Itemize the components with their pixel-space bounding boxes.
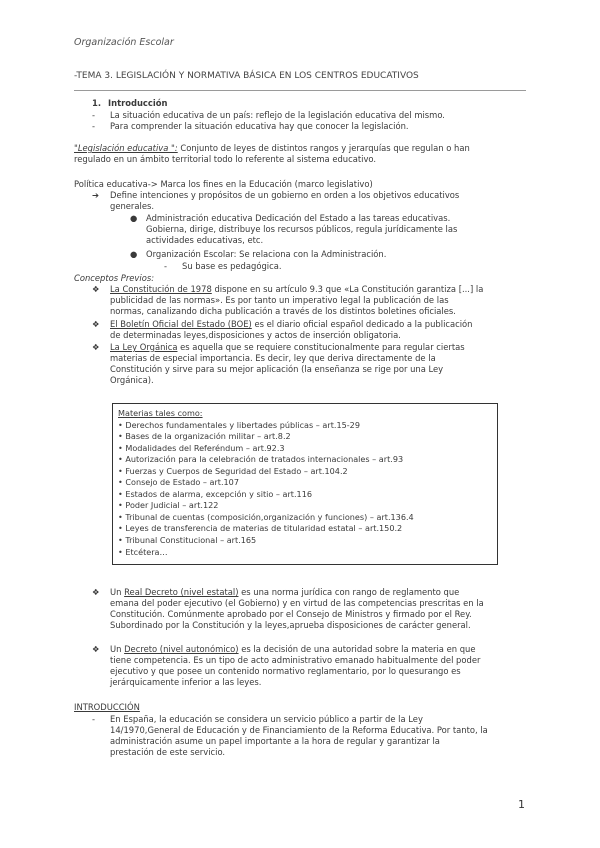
- diamond-bullet-icon: ❖: [92, 284, 100, 294]
- concepto-line: de determinadas leyes,disposiciones y actos de inserción obligatoria.: [110, 330, 401, 340]
- dash-marker: -: [92, 121, 96, 131]
- materia-item: • Derechos fundamentales y libertades públicas – art.15-29: [118, 419, 360, 430]
- intro-item: Para comprender la situación educativa hay que conocer la legislación.: [110, 121, 409, 131]
- decreto-item: [110, 587, 459, 598]
- page-number: 1: [518, 798, 525, 811]
- concepto-line: materias de especial importancia. Es decir, ley que deriva directamente de la: [110, 353, 436, 363]
- concepto-link[interactable]: El Boletín Oficial del Estado (BOE): [110, 319, 252, 329]
- concepto-text: es aquella que se requiere constitucionalmente para regular ciertas: [177, 342, 465, 352]
- concepto-text: es el diario oficial español dedicado a la publicación: [251, 319, 473, 329]
- concepto-line: normas, canalizando dicha publicación a través de los distintos boletines oficiales.: [110, 306, 456, 316]
- decreto-text: es la decisión de una autoridad sobre la materia en que: [238, 644, 476, 654]
- materia-item: • Leyes de transferencia de materias de titularidad estatal – art.150.2: [118, 523, 403, 534]
- introduccion-line: administración asume un papel importante a la hora de regular y garantizar la: [110, 736, 440, 746]
- materias-heading: Materias tales como:: [118, 408, 203, 418]
- concepto-line: Constitución y sirve para su mejor aplicación (la enseñanza se rige por una Ley: [110, 364, 444, 374]
- decreto-prefix: Un: [110, 587, 125, 597]
- definition-term: "Legislación educativa ":: [74, 143, 178, 153]
- title-divider: [74, 90, 526, 91]
- diamond-bullet-icon: ❖: [92, 587, 100, 597]
- materia-item: • Autorización para la celebración de tratados internacionales – art.93: [118, 454, 404, 465]
- materia-item: • Poder Judicial – art.122: [118, 500, 219, 511]
- decreto-prefix: Un: [110, 644, 125, 654]
- politica-line: Política educativa-> Marca los fines en la Educación (marco legislativo): [74, 179, 373, 189]
- bullet-icon: ●: [130, 249, 138, 259]
- materia-item: • Estados de alarma, excepción y sitio – art.116: [118, 488, 313, 499]
- decreto-line: jerárquicamente inferior a las leyes.: [110, 677, 262, 687]
- bullet-icon: ●: [130, 213, 138, 223]
- materia-item: • Consejo de Estado – art.107: [118, 477, 239, 488]
- sub-item-line: actividades educativas, etc.: [146, 235, 264, 245]
- decreto-line: Subordinado por la Constitución y la leyes,aprueba disposiciones de carácter general.: [110, 620, 471, 630]
- definition-line: regulado en un ámbito territorial todo lo referente al sistema educativo.: [74, 154, 377, 164]
- decreto-link[interactable]: Decreto (nivel autonómico): [124, 644, 239, 654]
- dash-marker: -: [92, 110, 96, 120]
- dash-marker: -: [164, 261, 168, 271]
- decreto-line: emana del poder ejecutivo (el Gobierno) y en virtud de las competencias prescritas en la: [110, 598, 484, 608]
- concepto-link[interactable]: La Ley Orgánica: [110, 342, 178, 352]
- intro-number: 1.: [92, 98, 102, 108]
- decreto-line: Constitución. Comúnmente aprobado por el Consejo de Ministros y firmado por el Rey.: [110, 609, 472, 619]
- decreto-line: ejecutivo y que posee un contenido normativo reglamentario, por lo quesurango es: [110, 666, 461, 676]
- document-title: -TEMA 3. LEGISLACIÓN Y NORMATIVA BÁSICA EN LOS CENTROS EDUCATIVOS: [74, 71, 419, 81]
- intro-heading: Introducción: [108, 98, 168, 108]
- intro-item: La situación educativa de un país: reflejo de la legislación educativa del mismo.: [110, 110, 445, 120]
- materia-item: • Tribunal Constitucional – art.165: [118, 535, 257, 546]
- decreto-text: es una norma jurídica con rango de reglamento que: [238, 587, 460, 597]
- arrow-icon: ➔: [92, 190, 100, 200]
- introduccion-line: 14/1970,General de Educación y de Financiamiento de la Reforma Educativa. Por tanto, la: [110, 725, 488, 735]
- dash-marker: -: [92, 714, 96, 724]
- materias-box: [112, 403, 498, 565]
- introduccion-line: prestación de este servicio.: [110, 747, 226, 757]
- introduccion-line: En España, la educación se considera un servicio público a partir de la Ley: [110, 714, 423, 724]
- concepto-item: [110, 342, 465, 353]
- politica-arrow-line: Define intenciones y propósitos de un gobierno en orden a los objetivos educativos: [110, 190, 460, 200]
- sub-item-line: Gobierna, dirige, distribuye los recursos públicos, regula jurídicamente las: [146, 224, 458, 234]
- definition-line: [74, 143, 470, 154]
- materia-item: • Etcétera…: [118, 546, 168, 557]
- running-header: Organización Escolar: [74, 37, 174, 48]
- decreto-line: tiene competencia. Es un tipo de acto administrativo emanado habitualmente del poder: [110, 655, 481, 665]
- concepto-line: Orgánica).: [110, 375, 154, 385]
- decreto-link[interactable]: Real Decreto (nivel estatal): [124, 587, 239, 597]
- sub-item-line: Organización Escolar: Se relaciona con la Administración.: [146, 249, 387, 259]
- materia-item: • Modalidades del Referéndum – art.92.3: [118, 442, 285, 453]
- introduccion-heading: INTRODUCCIÓN: [74, 702, 140, 712]
- diamond-bullet-icon: ❖: [92, 319, 100, 329]
- sub-item-line: Administración educativa Dedicación del Estado a las tareas educativas.: [146, 213, 451, 223]
- politica-arrow-line: generales.: [110, 201, 155, 211]
- concepto-item: [110, 319, 473, 330]
- diamond-bullet-icon: ❖: [92, 342, 100, 352]
- conceptos-heading: Conceptos Previos:: [74, 273, 155, 283]
- decreto-item: [110, 644, 475, 655]
- concepto-item: [110, 284, 483, 295]
- concepto-text: dispone en su artículo 9.3 que «La Constitución garantiza [...] la: [211, 284, 484, 294]
- materia-item: • Tribunal de cuentas (composición,organización y funciones) – art.136.4: [118, 511, 414, 522]
- materia-item: • Bases de la organización militar – art.8.2: [118, 431, 291, 442]
- sub-dash-item: Su base es pedagógica.: [182, 261, 282, 271]
- concepto-line: publicidad de las normas». Es por tanto un imperativo legal la publicación de las: [110, 295, 449, 305]
- diamond-bullet-icon: ❖: [92, 644, 100, 654]
- concepto-link[interactable]: La Constitución de 1978: [110, 284, 212, 294]
- materia-item: • Fuerzas y Cuerpos de Seguridad del Estado – art.104.2: [118, 465, 348, 476]
- definition-text: Conjunto de leyes de distintos rangos y jerarquías que regulan o han: [177, 143, 470, 153]
